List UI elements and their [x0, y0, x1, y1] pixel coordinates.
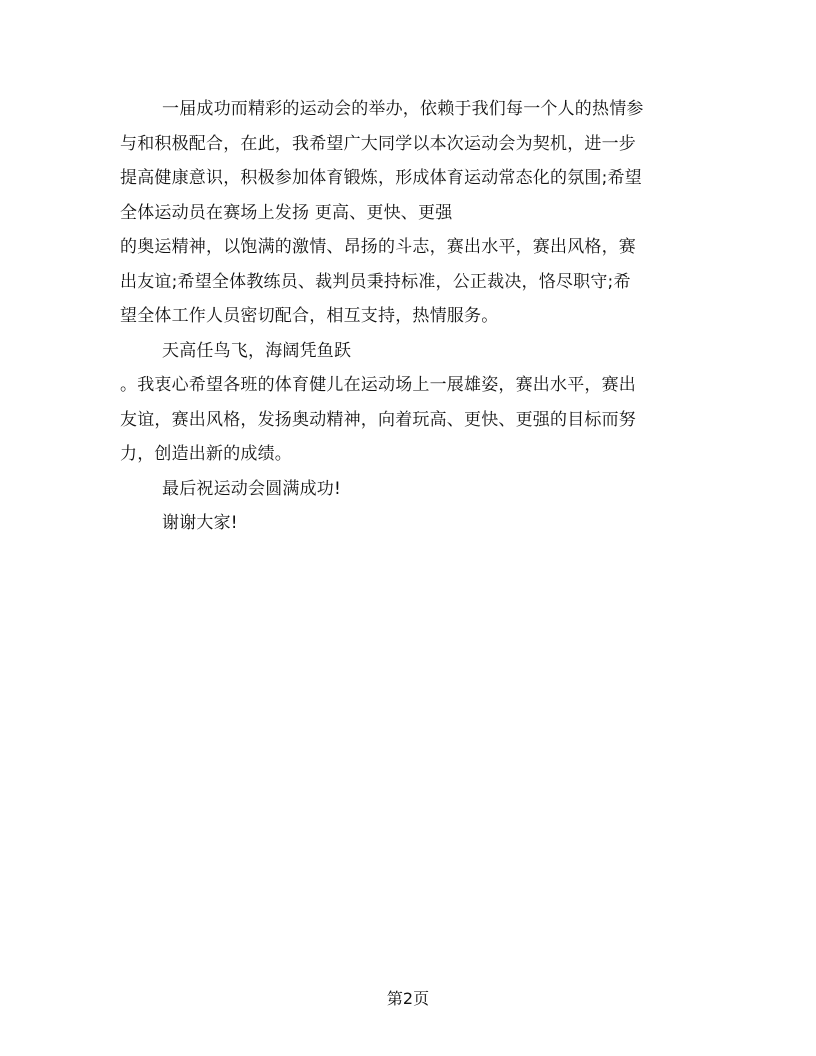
closing-wish: 最后祝运动会圆满成功!: [162, 478, 342, 499]
paragraph-2-line-4: 力，创造出新的成绩。: [120, 444, 292, 464]
paragraph-1-line-3: 提高健康意识，积极参加体育锻炼，形成体育运动常态化的氛围;希望: [120, 168, 642, 188]
paragraph-1-line-4: 全体运动员在赛场上发扬 更高、更快、更强: [120, 202, 453, 223]
paragraph-2-line-3: 友谊，赛出风格，发扬奥动精神，向着玩高、更快、更强的目标而努: [120, 409, 636, 430]
paragraph-2-line-2: 。我衷心希望各班的体育健儿在运动场上一展雄姿，赛出水平，赛出: [120, 375, 636, 395]
paragraph-2-line-1: 天高任鸟飞，海阔凭鱼跃: [162, 340, 352, 361]
paragraph-1-line-5: 的奥运精神，以饱满的激情、昂扬的斗志，赛出水平，赛出风格，赛: [120, 237, 636, 257]
closing-thanks: 谢谢大家!: [162, 513, 238, 533]
document-body: [120, 92, 695, 541]
paragraph-1-line-1: 一届成功而精彩的运动会的举办，依赖于我们每一个人的热情参: [162, 99, 644, 119]
page-number: 第2页: [386, 989, 430, 1008]
paragraph-1-line-6: 出友谊;希望全体教练员、裁判员秉持标准，公正裁决，恪尽职守;希: [120, 271, 631, 292]
paragraph-1-line-2: 与和积极配合，在此，我希望广大同学以本次运动会为契机，进一步: [120, 133, 636, 154]
paragraph-1-line-7: 望全体工作人员密切配合，相互支持，热情服务。: [120, 306, 499, 326]
